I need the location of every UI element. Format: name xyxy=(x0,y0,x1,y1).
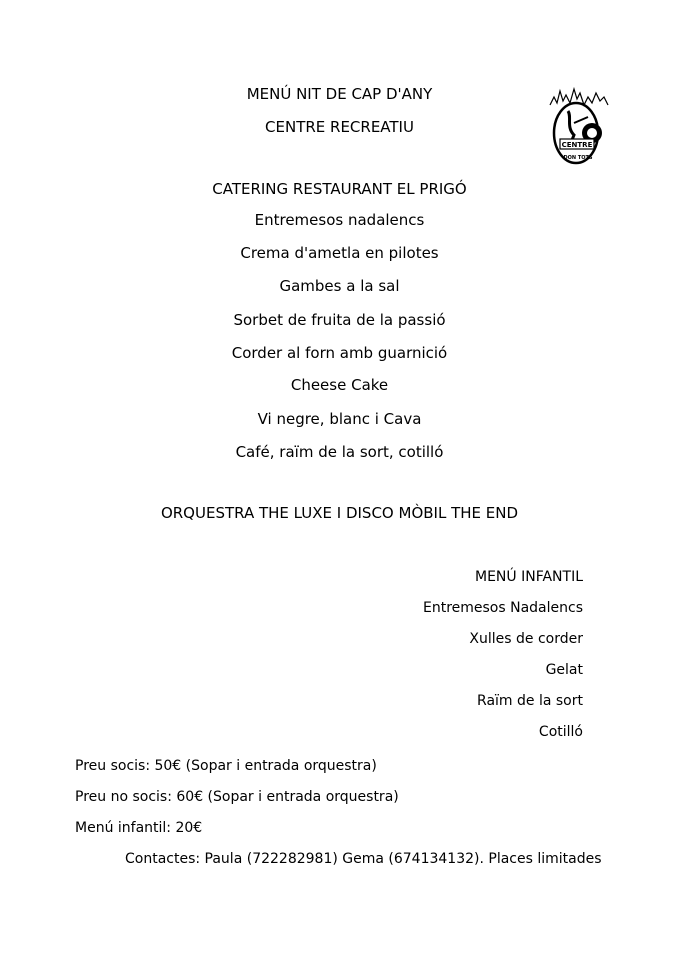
catering-heading: CATERING RESTAURANT EL PRIGÓ xyxy=(212,180,467,198)
kids-menu-item: Xulles de corder xyxy=(469,631,583,647)
catering-item: Corder al forn amb guarnició xyxy=(231,344,448,362)
contacts-line: Contactes: Paula (722282981) Gema (674134132). Places limitades xyxy=(125,851,602,867)
catering-item: Crema d'ametla en pilotes xyxy=(240,244,439,262)
catering-item: Sorbet de fruita de la passió xyxy=(233,311,446,329)
price-members: Preu socis: 50€ (Sopar i entrada orquestra) xyxy=(75,758,377,774)
catering-item: Gambes a la sal xyxy=(279,277,400,295)
music-line: ORQUESTRA THE LUXE I DISCO MÒBIL THE END xyxy=(160,504,519,522)
catering-item: Cheese Cake xyxy=(290,376,389,394)
venue-name: CENTRE RECREATIU xyxy=(265,118,414,136)
menu-title: MENÚ NIT DE CAP D'ANY xyxy=(246,85,433,103)
svg-text:CENTRE: CENTRE xyxy=(561,141,593,149)
catering-item: Entremesos nadalencs xyxy=(254,211,425,229)
kids-menu-heading: MENÚ INFANTIL xyxy=(475,569,583,585)
svg-text:DON TOTS: DON TOTS xyxy=(563,155,593,161)
kids-menu-item: Entremesos Nadalencs xyxy=(422,600,583,616)
kids-menu-item: Cotilló xyxy=(538,724,583,740)
price-non-members: Preu no socis: 60€ (Sopar i entrada orquestra) xyxy=(75,789,399,805)
price-kids: Menú infantil: 20€ xyxy=(75,820,203,836)
centre-recreatiu-logo xyxy=(544,83,614,168)
catering-item: Café, raïm de la sort, cotilló xyxy=(235,443,444,461)
kids-menu-item: Gelat xyxy=(545,662,583,678)
kids-menu-item: Raïm de la sort xyxy=(477,693,583,709)
catering-item: Vi negre, blanc i Cava xyxy=(257,410,422,428)
